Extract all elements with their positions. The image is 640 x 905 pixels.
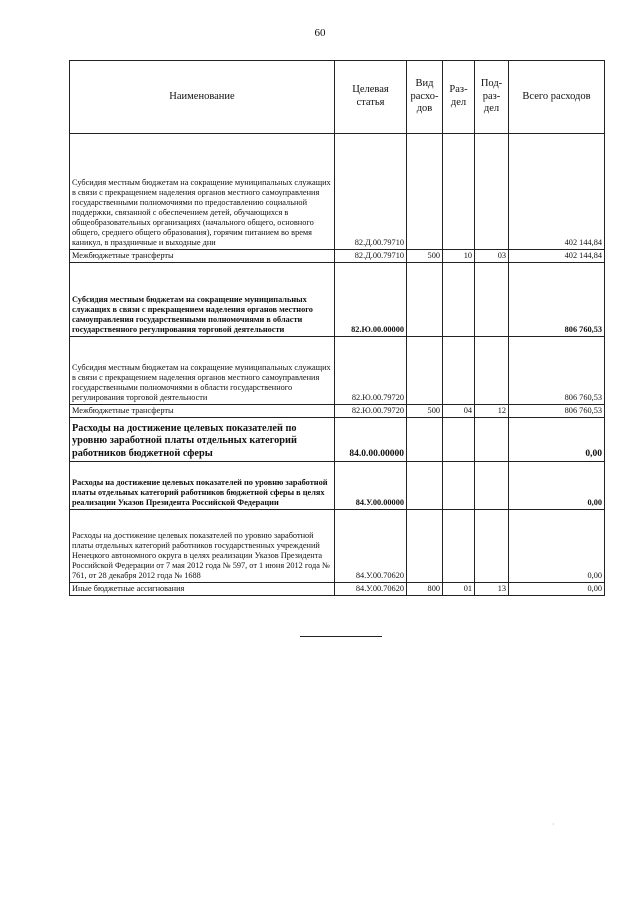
row-total: 402 144,84 <box>509 250 605 263</box>
table-row <box>70 509 605 582</box>
row-expense-type <box>407 134 443 250</box>
row-name: Субсидия местным бюджетам на сокращение муниципальных служащих в связи с прекращением наделения органов местного самоуправления государственными полномочиями по предоставлению социальной поддержки, связанной с обеспечением детей, обучающихся в общеобразовательных организациях (начального общего, основного общего, среднего общего образования), горячим питанием во время каникул, в праздничные и выходные дни <box>70 134 335 250</box>
footnote-divider <box>300 636 382 637</box>
row-subsection: 03 <box>475 250 509 263</box>
header-section: Раз-дел <box>443 61 475 134</box>
header-name: Наименование <box>70 61 335 134</box>
table-row <box>70 262 605 336</box>
row-target: 84.У.00.00000 <box>335 461 407 509</box>
row-target: 84.У.00.70620 <box>335 509 407 582</box>
row-expense-type: 800 <box>407 582 443 595</box>
row-subsection <box>475 336 509 404</box>
row-expense-type <box>407 509 443 582</box>
row-section <box>443 417 475 461</box>
row-section: 10 <box>443 250 475 263</box>
row-subsection <box>475 509 509 582</box>
row-target: 84.0.00.00000 <box>335 417 407 461</box>
row-subsection <box>475 262 509 336</box>
row-subsection: 13 <box>475 582 509 595</box>
row-total: 0,00 <box>509 509 605 582</box>
row-subsection <box>475 461 509 509</box>
row-total: 0,00 <box>509 417 605 461</box>
row-subsection <box>475 134 509 250</box>
row-expense-type <box>407 461 443 509</box>
row-name: Иные бюджетные ассигнования <box>70 582 335 595</box>
row-total: 806 760,53 <box>509 262 605 336</box>
row-section <box>443 262 475 336</box>
row-section <box>443 461 475 509</box>
table-row <box>70 582 605 595</box>
row-total: 806 760,53 <box>509 336 605 404</box>
table-row <box>70 250 605 263</box>
header-subsection: Под-раз-дел <box>475 61 509 134</box>
row-name: Расходы на достижение целевых показателей по уровню заработной платы отдельных категорий работников государственных учреждений Ненецкого автономного округа в целях реализации Указов Президента Российской Федерации от 7 мая 2012 года № 597, от 1 июня 2012 года № 761, от 28 декабря 2012 года № 1688 <box>70 509 335 582</box>
row-total: 0,00 <box>509 461 605 509</box>
row-target: 84.У.00.70620 <box>335 582 407 595</box>
budget-table <box>69 60 605 596</box>
header-target: Целевая статья <box>335 61 407 134</box>
row-subsection: 12 <box>475 404 509 417</box>
row-total: 806 760,53 <box>509 404 605 417</box>
row-section <box>443 134 475 250</box>
row-target: 82.Д.00.79710 <box>335 250 407 263</box>
corner-mark: · <box>552 820 555 829</box>
row-expense-type <box>407 262 443 336</box>
row-section <box>443 509 475 582</box>
row-expense-type: 500 <box>407 250 443 263</box>
row-expense-type <box>407 417 443 461</box>
row-name: Субсидия местным бюджетам на сокращение муниципальных служащих в связи с прекращением наделения органов местного самоуправления государственными полномочиями в области государственного регулирования торговой деятельности <box>70 262 335 336</box>
row-subsection <box>475 417 509 461</box>
row-name: Расходы на достижение целевых показателей по уровню заработной платы отдельных категорий работников бюджетной сферы <box>70 417 335 461</box>
row-name: Субсидия местным бюджетам на сокращение муниципальных служащих в связи с прекращением наделения органов местного самоуправления государственными полномочиями в области государственного регулирования торговой деятельности <box>70 336 335 404</box>
table-row <box>70 336 605 404</box>
row-expense-type: 500 <box>407 404 443 417</box>
page-number: 60 <box>314 27 326 39</box>
row-target: 82.Ю.00.79720 <box>335 336 407 404</box>
row-target: 82.Д.00.79710 <box>335 134 407 250</box>
row-total: 402 144,84 <box>509 134 605 250</box>
row-target: 82.Ю.00.79720 <box>335 404 407 417</box>
row-name: Расходы на достижение целевых показателей по уровню заработной платы отдельных категорий работников бюджетной сферы в целях реализации Указов Президента Российской Федерации <box>70 461 335 509</box>
row-section <box>443 336 475 404</box>
table-row <box>70 417 605 461</box>
row-name: Межбюджетные трансферты <box>70 404 335 417</box>
header-total: Всего расходов <box>509 61 605 134</box>
row-target: 82.Ю.00.00000 <box>335 262 407 336</box>
row-total: 0,00 <box>509 582 605 595</box>
row-section: 01 <box>443 582 475 595</box>
table-row <box>70 134 605 250</box>
header-expense-type: Вид расхо-дов <box>407 61 443 134</box>
table-row <box>70 404 605 417</box>
row-section: 04 <box>443 404 475 417</box>
row-name: Межбюджетные трансферты <box>70 250 335 263</box>
row-expense-type <box>407 336 443 404</box>
table-header-row <box>70 61 605 134</box>
table-row <box>70 461 605 509</box>
